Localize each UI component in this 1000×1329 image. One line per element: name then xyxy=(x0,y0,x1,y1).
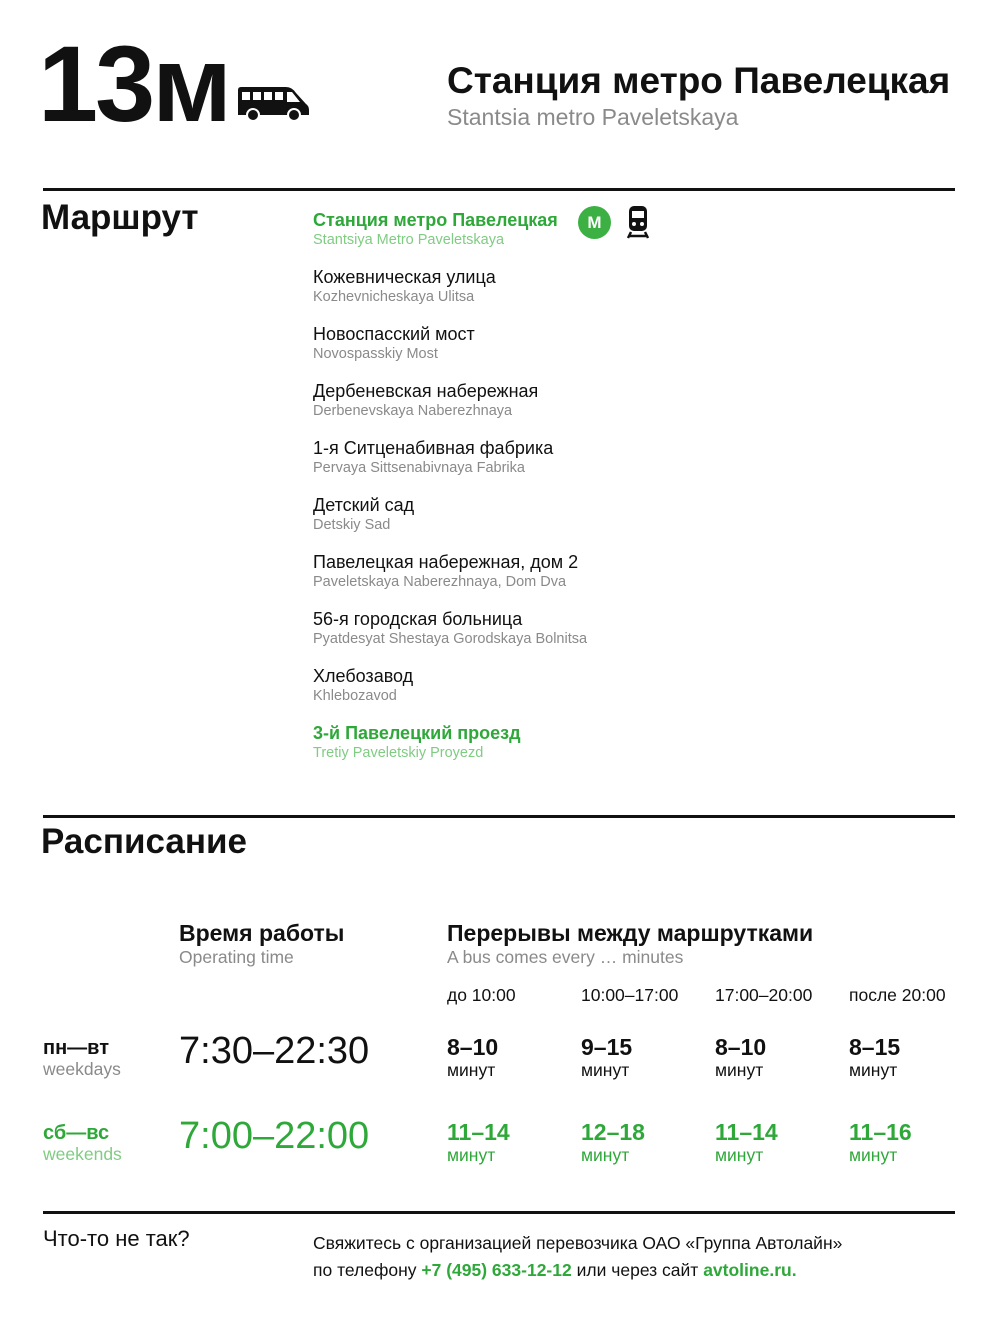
stop-name-en: Novospasskiy Most xyxy=(313,346,438,362)
stop-item xyxy=(313,722,873,779)
contact-prefix: по телефону xyxy=(313,1260,417,1280)
interval-value: 9–15 xyxy=(581,1034,633,1060)
stop-name-en: Kozhevnicheskaya Ulitsa xyxy=(313,289,475,305)
stop-name-ru: Хлебозавод xyxy=(313,666,414,686)
destination-subtitle: Stantsia metro Paveletskaya xyxy=(447,104,739,130)
intervals-subtitle: A bus comes every … minutes xyxy=(447,947,684,967)
interval-cell xyxy=(849,1119,912,1165)
interval-unit: минут xyxy=(447,1060,496,1080)
stop-name-ru: 1-я Ситценабивная фабрика xyxy=(313,438,554,458)
interval-cell xyxy=(715,1119,778,1165)
stop-item xyxy=(313,209,873,266)
interval-cell xyxy=(849,1034,900,1080)
stop-name-ru: Кожевническая улица xyxy=(313,267,496,287)
stop-name-ru: Дербеневская набережная xyxy=(313,381,539,401)
stop-item xyxy=(313,665,873,722)
interval-value: 11–14 xyxy=(447,1119,510,1145)
interval-cell xyxy=(447,1034,498,1080)
stop-name-en: Paveletskaya Naberezhnaya, Dom Dva xyxy=(313,574,567,590)
time-slot: после 20:00 xyxy=(849,985,946,1005)
stop-item xyxy=(313,266,873,323)
interval-value: 11–16 xyxy=(849,1119,912,1145)
stop-name-ru: Павелецкая набережная, дом 2 xyxy=(313,552,579,572)
interval-value: 12–18 xyxy=(581,1119,645,1145)
metro-icon: М xyxy=(578,206,611,239)
stop-name-en: Stantsiya Metro Paveletskaya xyxy=(313,232,505,248)
weekends-label: сб—вс xyxy=(43,1122,110,1144)
stop-item xyxy=(313,380,873,437)
website-link[interactable]: avtoline.ru. xyxy=(703,1260,797,1280)
interval-cell xyxy=(581,1034,632,1080)
contact-line: Свяжитесь с организацией перевозчика ОАО «Группа Автолайн» xyxy=(313,1233,843,1253)
interval-value: 11–14 xyxy=(715,1119,778,1145)
stop-name-en: Detskiy Sad xyxy=(313,517,391,533)
operating-time-title: Время работы xyxy=(179,920,345,946)
feedback-contact xyxy=(313,1230,842,1284)
interval-cell xyxy=(581,1119,645,1165)
interval-cell xyxy=(715,1034,766,1080)
schedule-section-title: Расписание xyxy=(41,822,247,861)
stop-name-ru: Новоспасский мост xyxy=(313,324,475,344)
train-icon xyxy=(626,205,650,239)
stop-name-en: Pyatdesyat Shestaya Gorodskaya Bolnitsa xyxy=(313,631,588,647)
interval-value: 8–10 xyxy=(447,1034,499,1060)
operating-time-subtitle: Operating time xyxy=(179,947,294,967)
route-number: 13м xyxy=(38,23,230,144)
interval-unit: минут xyxy=(849,1060,898,1080)
stop-name-en: Pervaya Sittsenabivnaya Fabrika xyxy=(313,460,525,476)
divider xyxy=(43,1211,955,1214)
divider xyxy=(43,815,955,818)
interval-cell xyxy=(447,1119,510,1165)
time-slot: 10:00–17:00 xyxy=(581,985,679,1005)
stop-name-ru: 56-я городская больница xyxy=(313,609,523,629)
destination-title: Станция метро Павелецкая xyxy=(447,60,951,101)
stop-name-en: Tretiy Paveletskiy Proyezd xyxy=(313,745,484,761)
stop-name-ru: Станция метро Павелецкая xyxy=(313,210,558,230)
interval-unit: минут xyxy=(715,1060,764,1080)
interval-unit: минут xyxy=(447,1145,496,1165)
time-slot: до 10:00 xyxy=(447,985,516,1005)
stop-name-ru: 3-й Павелецкий проезд xyxy=(313,723,521,743)
stop-item xyxy=(313,551,873,608)
stop-item xyxy=(313,323,873,380)
interval-unit: минут xyxy=(581,1060,630,1080)
weekdays-label: пн—вт xyxy=(43,1037,109,1059)
weekdays-hours: 7:30–22:30 xyxy=(179,1030,370,1072)
contact-middle: или через сайт xyxy=(576,1260,699,1280)
weekends-hours: 7:00–22:00 xyxy=(179,1115,370,1157)
interval-unit: минут xyxy=(715,1145,764,1165)
stop-item xyxy=(313,437,873,494)
stop-name-en: Khlebozavod xyxy=(313,688,397,704)
weekdays-sublabel: weekdays xyxy=(43,1059,121,1079)
interval-value: 8–15 xyxy=(849,1034,901,1060)
feedback-question: Что-то не так? xyxy=(43,1226,190,1251)
interval-unit: минут xyxy=(849,1145,898,1165)
divider xyxy=(43,188,955,191)
stop-item xyxy=(313,608,873,665)
stop-list xyxy=(313,209,873,779)
interval-value: 8–10 xyxy=(715,1034,767,1060)
weekends-sublabel: weekends xyxy=(43,1144,122,1164)
stop-item xyxy=(313,494,873,551)
contact-line xyxy=(313,1257,842,1284)
route-section-title: Маршрут xyxy=(41,198,199,237)
phone-link[interactable]: +7 (495) 633-12-12 xyxy=(421,1260,572,1280)
minibus-icon xyxy=(236,84,310,122)
time-slot: 17:00–20:00 xyxy=(715,985,813,1005)
intervals-title: Перерывы между маршрутками xyxy=(447,920,814,946)
stop-name-en: Derbenevskaya Naberezhnaya xyxy=(313,403,513,419)
interval-unit: минут xyxy=(581,1145,630,1165)
stop-name-ru: Детский сад xyxy=(313,495,415,515)
